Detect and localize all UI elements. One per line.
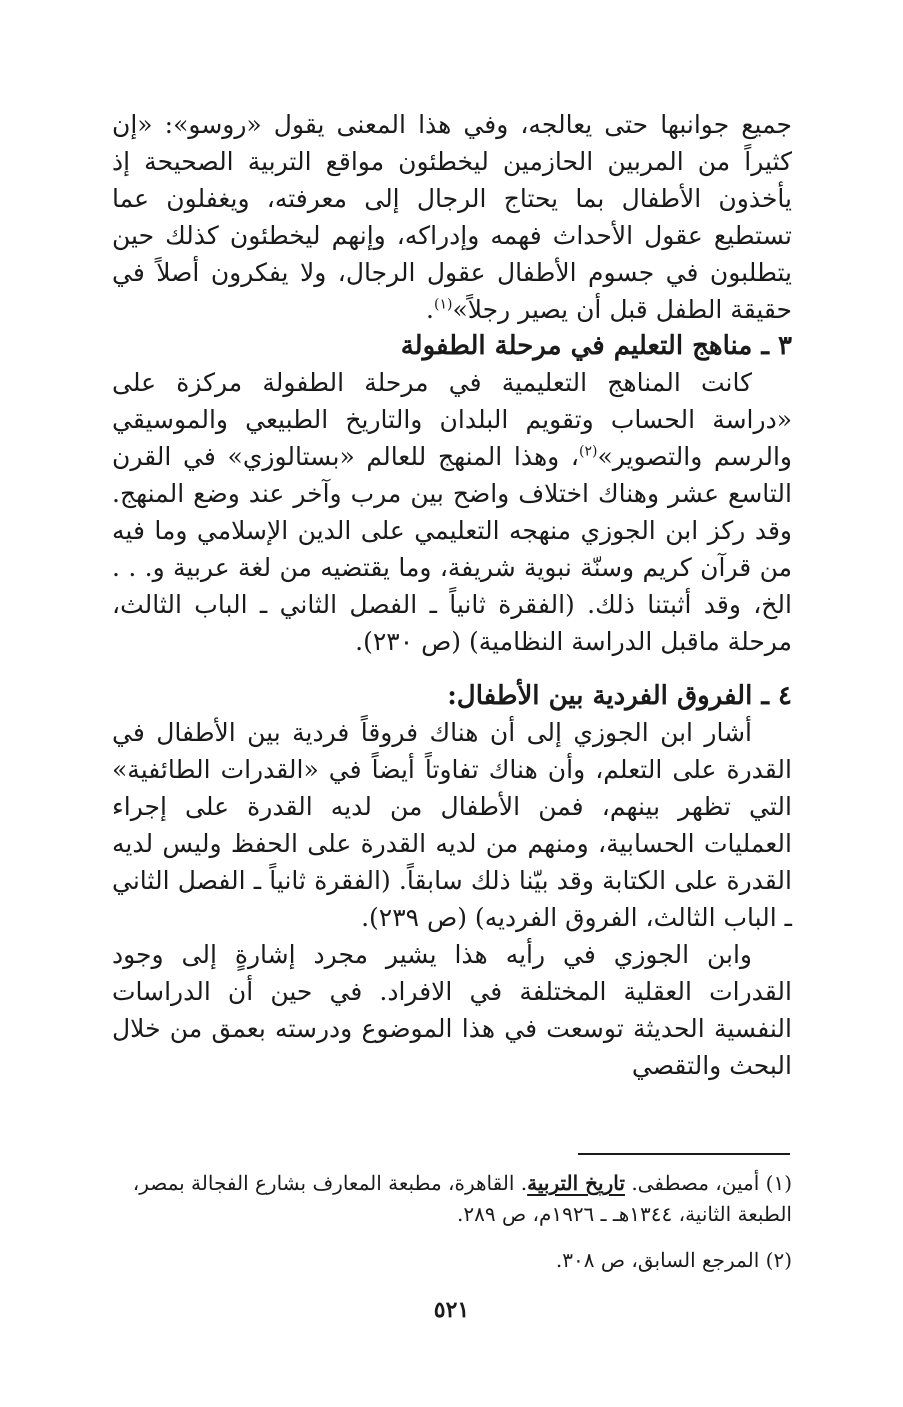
footnote-1-details: . القاهرة، مطبعة المعارف بشارع الفجالة بمصر، الطبعة الثانية، ١٣٤٤هـ ـ ١٩٢٦م، ص ٢٨٩. <box>132 1171 792 1226</box>
paragraph-section-3-text-a: كانت المناهج التعليمية في مرحلة الطفولة مركزة على «دراسة الحساب وتقويم البلدان والتاريخ الطبيعي والموسيقي والرسم والتصوير» <box>112 368 792 471</box>
footnote-1-number: (١) <box>765 1171 792 1195</box>
paragraph-section-3 <box>112 364 792 660</box>
body-text <box>112 106 792 1084</box>
page-number: ٥٢١ <box>433 1297 470 1323</box>
footnote-2-number: (٢) <box>765 1248 792 1272</box>
footnote-2-text: المرجع السابق، ص ٣٠٨. <box>555 1248 760 1272</box>
paragraph-intro-text: جميع جوانبها حتى يعالجه، وفي هذا المعنى يقول «روسو»: «إن كثيراً من المربين الحازمين ليخطئون مواقع التربية الصحيحة إذ يأخذون الأطفال بما يحتاج الرجال إلى معرفته، ويغفلون عما تستطيع عقول الأحداث فهمه وإدراكه، وإنهم ليخطئون كذلك حين يتطلبون في جسوم الأطفال عقول الرجال، ولا يفكرون أصلاً في حقيقة الطفل قبل أن يصير رجلاً» <box>112 110 792 324</box>
footnote-ref-1: (١) <box>434 296 453 313</box>
footnote-1-title: تاريخ التربية <box>527 1171 625 1195</box>
footnote-separator <box>578 1153 790 1155</box>
footnote-ref-2: (٢) <box>578 443 598 460</box>
footnote-1 <box>112 1168 792 1230</box>
footnote-1-author: أمين، مصطفى. <box>631 1171 760 1195</box>
section-heading-4: ٤ ـ الفروق الفردية بين الأطفال: <box>447 681 792 711</box>
footnotes <box>112 1168 792 1276</box>
paragraph-section-4-continued: وابن الجوزي في رأيه هذا يشير مجرد إشارةٍ إلى وجود القدرات العقلية المختلفة في الافراد. في حين أن الدراسات النفسية الحديثة توسعت في هذا الموضوع ودرسته بعمق من خلال البحث والتقصي <box>112 940 792 1080</box>
footnote-2 <box>112 1245 792 1276</box>
section-heading-3: ٣ ـ مناهج التعليم في مرحلة الطفولة <box>400 331 792 361</box>
paragraph-intro-end: . <box>426 295 434 324</box>
paragraph-intro <box>112 106 792 328</box>
paragraph-section-4: أشار ابن الجوزي إلى أن هناك فروقاً فردية بين الأطفال في القدرة على التعلم، وأن هناك تفاوتاً أيضاً في «القدرات الطائفية» التي تظهر بينهم، فمن الأطفال من لديه القدرة على إجراء العمليات الحسابية، ومنهم من لديه القدرة على الحفظ وليس لديه القدرة على الكتابة وقد بيّنا ذلك سابقاً. (الفقرة ثانياً ـ الفصل الثاني ـ الباب الثالث، الفروق الفرديه) (ص ٢٣٩). <box>112 718 792 932</box>
paragraph-section-3-text-b: ، وهذا المنهج للعالم «بستالوزي» في القرن التاسع عشر وهناك اختلاف واضح بين مرب وآخر عند وضع المنهج. وقد ركز ابن الجوزي منهجه التعليمي على الدين الإسلامي وما فيه من قرآن كريم وسنّة نبوية شريفة، وما يقتضيه من لغة عربية و. . . الخ، وقد أثبتنا ذلك. (الفقرة ثانياً ـ الفصل الثاني ـ الباب الثالث، مرحلة ماقبل الدراسة النظامية) (ص ٢٣٠). <box>112 442 792 656</box>
